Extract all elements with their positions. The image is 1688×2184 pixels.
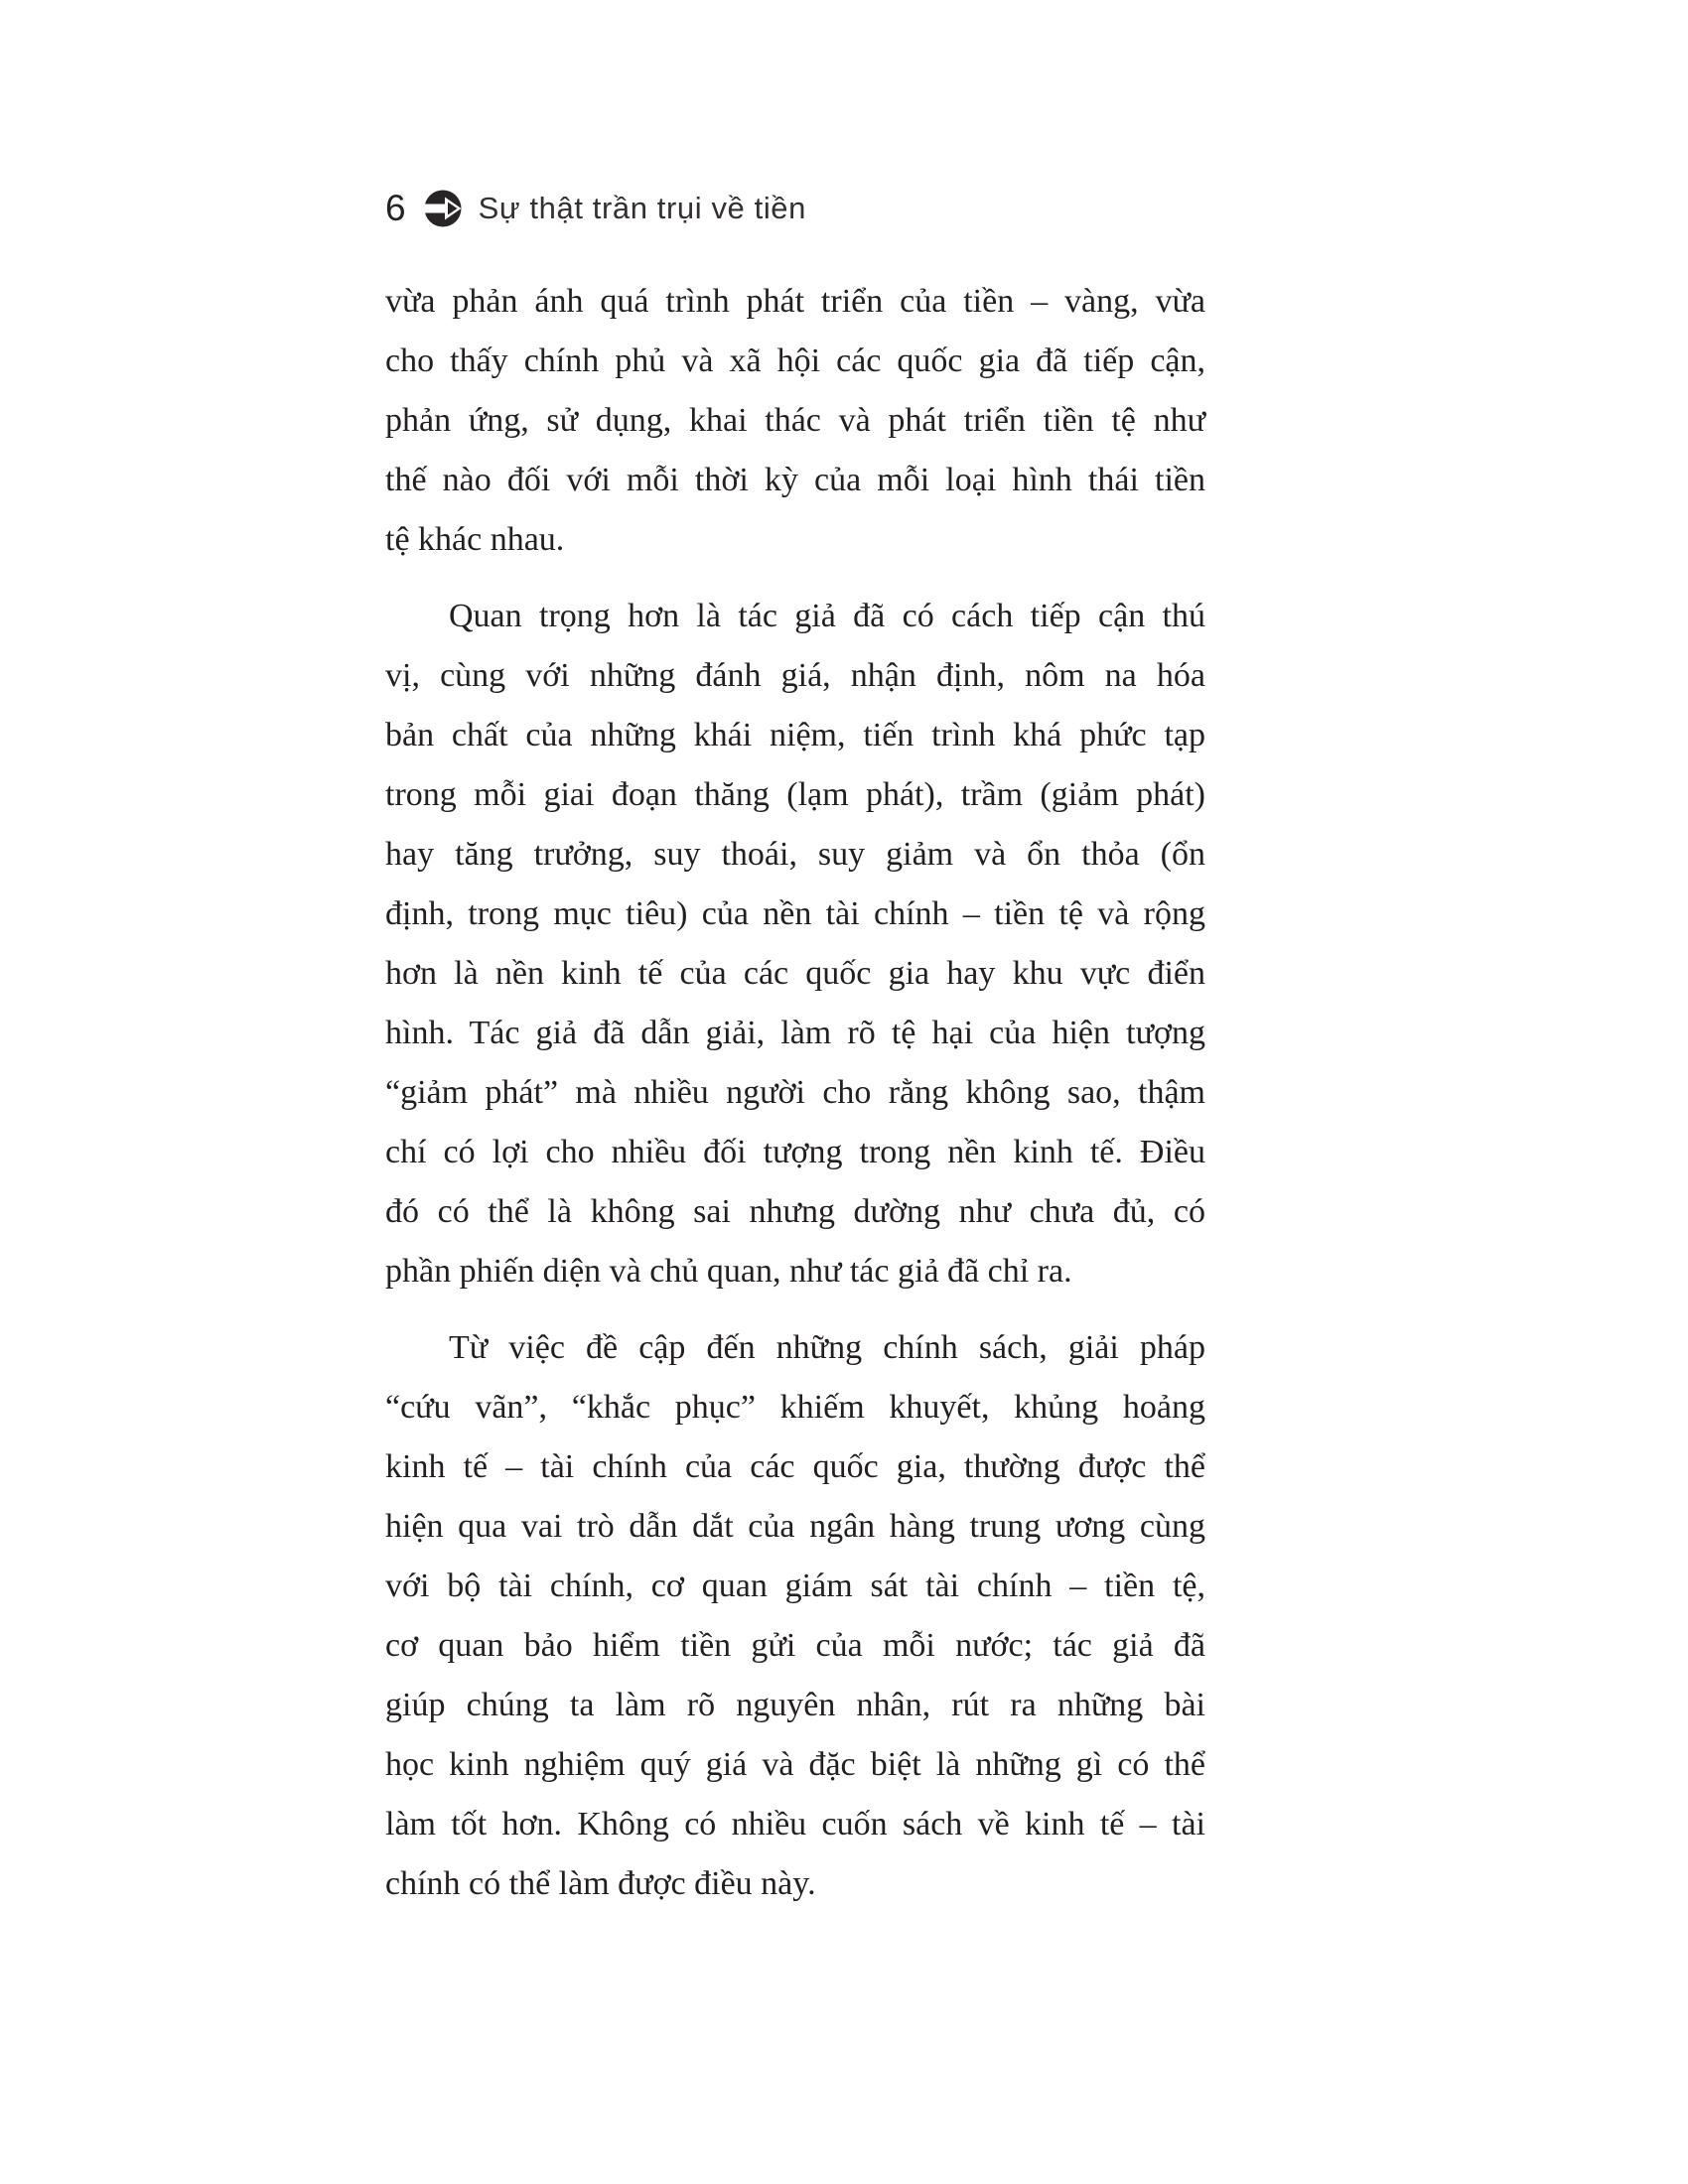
text-line: “giảm phát” mà nhiều người cho rằng không sao, thậm	[385, 1074, 1205, 1111]
running-title: Sự thật trần trụi về tiền	[478, 191, 806, 225]
text-line: đó có thể là không sai nhưng dường như chưa đủ, có	[385, 1193, 1205, 1230]
text-line: bản chất của những khái niệm, tiến trình khá phức tạp	[385, 717, 1205, 753]
paragraph	[385, 1318, 1205, 1914]
text-line: làm tốt hơn. Không có nhiều cuốn sách về kinh tế – tài	[385, 1806, 1205, 1843]
page-body	[385, 272, 1205, 1931]
text-line: Quan trọng hơn là tác giả đã có cách tiếp cận thú	[449, 598, 1205, 634]
text-line: cho thấy chính phủ và xã hội các quốc gia đã tiếp cận,	[385, 342, 1205, 379]
text-line: Từ việc đề cập đến những chính sách, giải pháp	[449, 1329, 1205, 1366]
text-line: giúp chúng ta làm rõ nguyên nhân, rút ra những bài	[385, 1687, 1205, 1723]
text-line: học kinh nghiệm quý giá và đặc biệt là những gì có thể	[385, 1746, 1205, 1783]
text-line: hay tăng trưởng, suy thoái, suy giảm và ổn thỏa (ổn	[385, 836, 1205, 873]
text-line: chí có lợi cho nhiều đối tượng trong nền kinh tế. Điều	[385, 1134, 1205, 1170]
text-line: kinh tế – tài chính của các quốc gia, thường được thể	[385, 1448, 1205, 1485]
text-line: hình. Tác giả đã dẫn giải, làm rõ tệ hại của hiện tượng	[385, 1015, 1205, 1051]
paragraph	[385, 587, 1205, 1301]
text-line: chính có thể làm được điều này.	[385, 1865, 816, 1902]
text-line: phần phiến diện và chủ quan, như tác giả đã chỉ ra.	[385, 1253, 1072, 1290]
text-line: hiện qua vai trò dẫn dắt của ngân hàng trung ương cùng	[385, 1508, 1205, 1545]
running-header	[385, 187, 806, 230]
text-line: thế nào đối với mỗi thời kỳ của mỗi loại hình thái tiền	[385, 462, 1205, 498]
text-line: trong mỗi giai đoạn thăng (lạm phát), trầm (giảm phát)	[385, 776, 1205, 813]
text-line: phản ứng, sử dụng, khai thác và phát triển tiền tệ như	[385, 402, 1205, 439]
page-number: 6	[385, 188, 407, 228]
text-line: định, trong mục tiêu) của nền tài chính – tiền tệ và rộng	[385, 895, 1205, 932]
paragraph	[385, 272, 1205, 570]
text-line: cơ quan bảo hiểm tiền gửi của mỗi nước; tác giả đã	[385, 1627, 1205, 1664]
text-line: vị, cùng với những đánh giá, nhận định, nôm na hóa	[385, 657, 1205, 694]
text-line: hơn là nền kinh tế của các quốc gia hay khu vực điển	[385, 955, 1205, 992]
text-line: tệ khác nhau.	[385, 521, 565, 558]
circle-arrow-right-icon	[424, 190, 462, 227]
text-line: với bộ tài chính, cơ quan giám sát tài chính – tiền tệ,	[385, 1568, 1205, 1604]
text-line: “cứu vãn”, “khắc phục” khiếm khuyết, khủng hoảng	[385, 1389, 1205, 1426]
text-line: vừa phản ánh quá trình phát triển của tiền – vàng, vừa	[385, 283, 1205, 320]
